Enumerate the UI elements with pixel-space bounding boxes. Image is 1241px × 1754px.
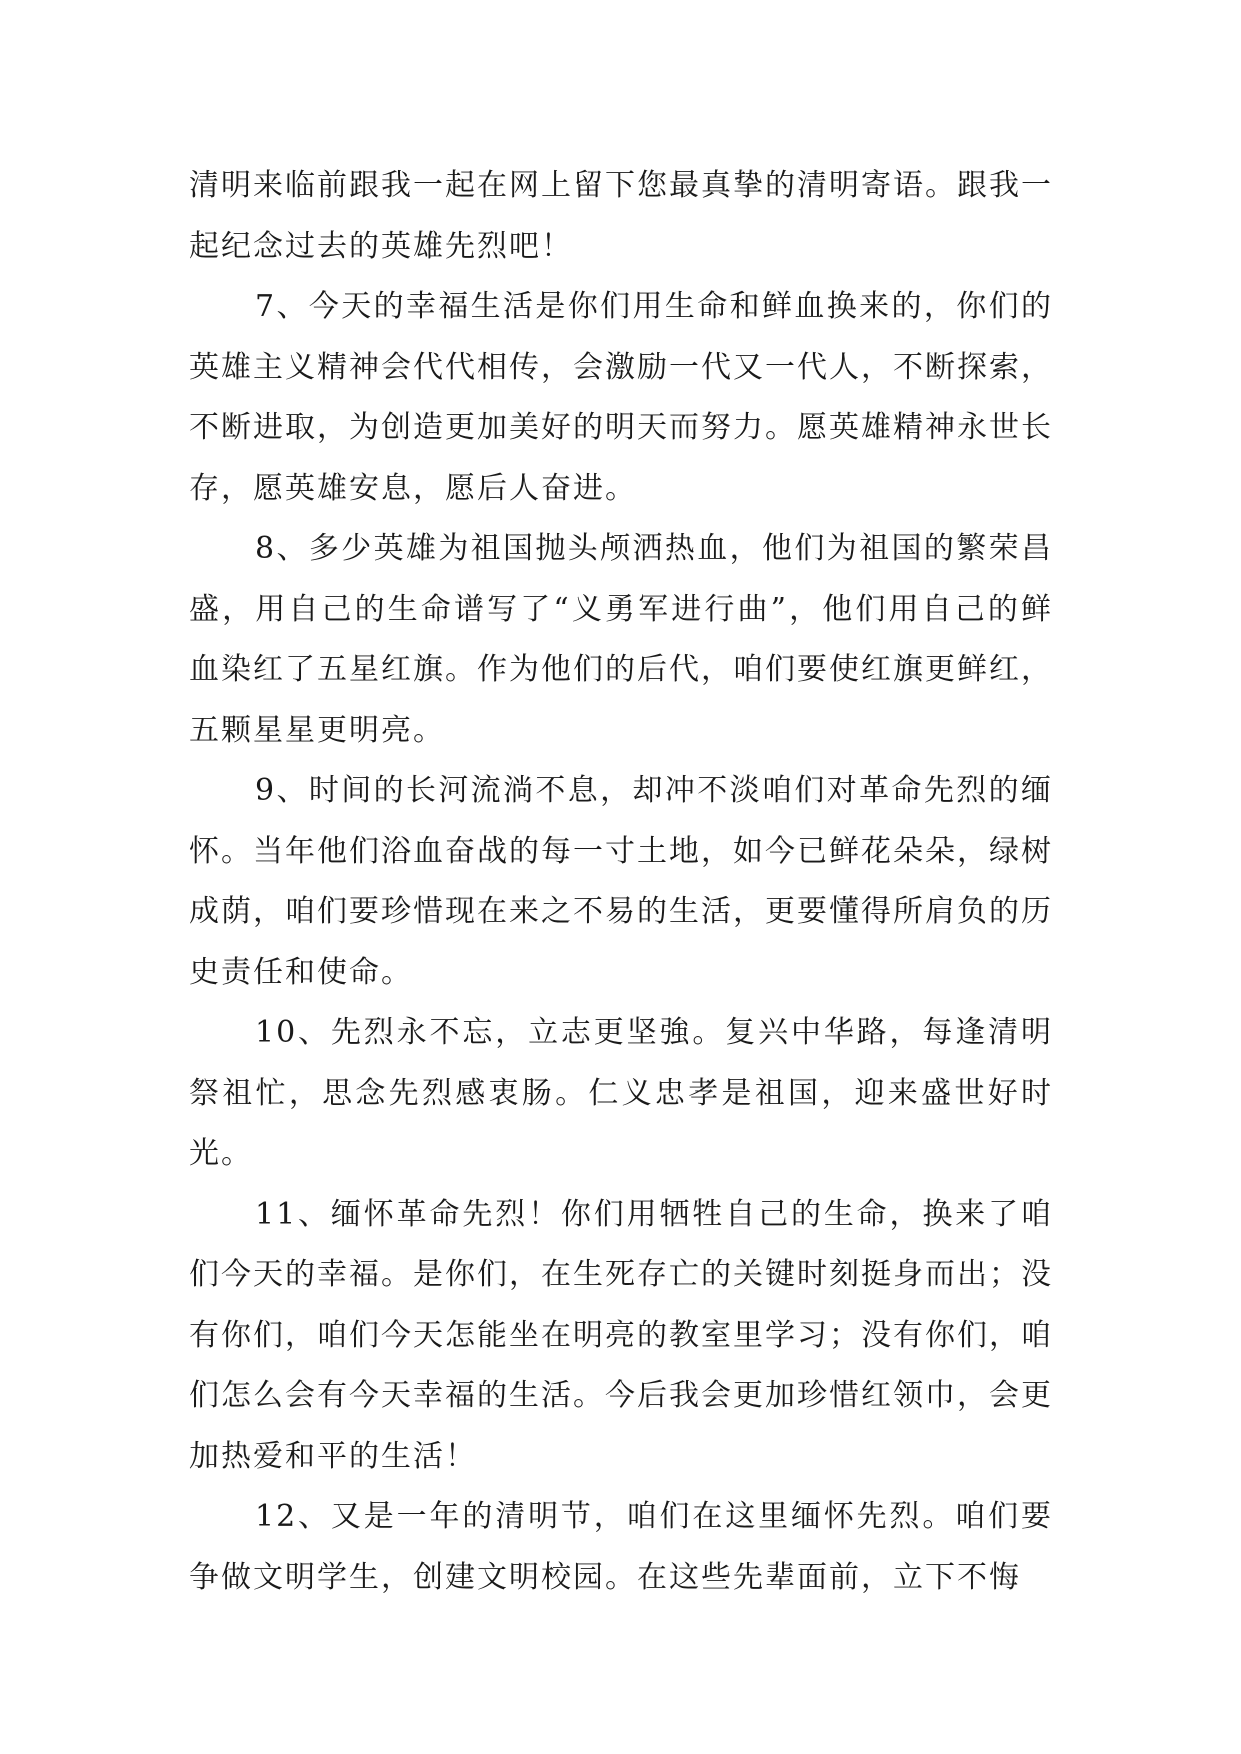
paragraph-item-11: 11、缅怀革命先烈！你们用牺牲自己的生命，换来了咱们今天的幸福。是你们，在生死存亡的关键时刻挺身而出；没有你们，咱们今天怎能坐在明亮的教室里学习；没有你们，咱们怎么会有今天幸福的生活。今后我会更加珍惜红领巾，会更加热爱和平的生活！ [189, 1196, 1053, 1474]
paragraph-item-12: 12、又是一年的清明节，咱们在这里缅怀先烈。咱们要争做文明学生，创建文明校园。在这些先辈面前，立下不悔 [189, 1499, 1053, 1595]
paragraph-item-7: 7、今天的幸福生活是你们用生命和鲜血换来的，你们的英雄主义精神会代代相传，会激励一代又一代人，不断探索，不断进取，为创造更加美好的明天而努力。愿英雄精神永世长存，愿英雄安息，愿后人奋进。 [189, 289, 1053, 506]
document-body [189, 156, 1053, 1608]
paragraph-item-9: 9、时间的长河流淌不息，却冲不淡咱们对革命先烈的缅怀。当年他们浴血奋战的每一寸土地，如今已鲜花朵朵，绿树成荫，咱们要珍惜现在来之不易的生活，更要懂得所肩负的历史责任和使命。 [189, 773, 1053, 990]
paragraph-item-8: 8、多少英雄为祖国抛头颅洒热血，他们为祖国的繁荣昌盛，用自己的生命谱写了“义勇军进行曲”，他们用自己的鲜血染红了五星红旗。作为他们的后代，咱们要使红旗更鲜红，五颗星星更明亮。 [189, 531, 1053, 748]
paragraph-continuation: 清明来临前跟我一起在网上留下您最真挚的清明寄语。跟我一起纪念过去的英雄先烈吧！ [189, 168, 1053, 264]
paragraph-item-10: 10、先烈永不忘，立志更坚強。复兴中华路，每逢清明祭祖忙，思念先烈感衷肠。仁义忠孝是祖国，迎来盛世好时光。 [189, 1015, 1053, 1171]
